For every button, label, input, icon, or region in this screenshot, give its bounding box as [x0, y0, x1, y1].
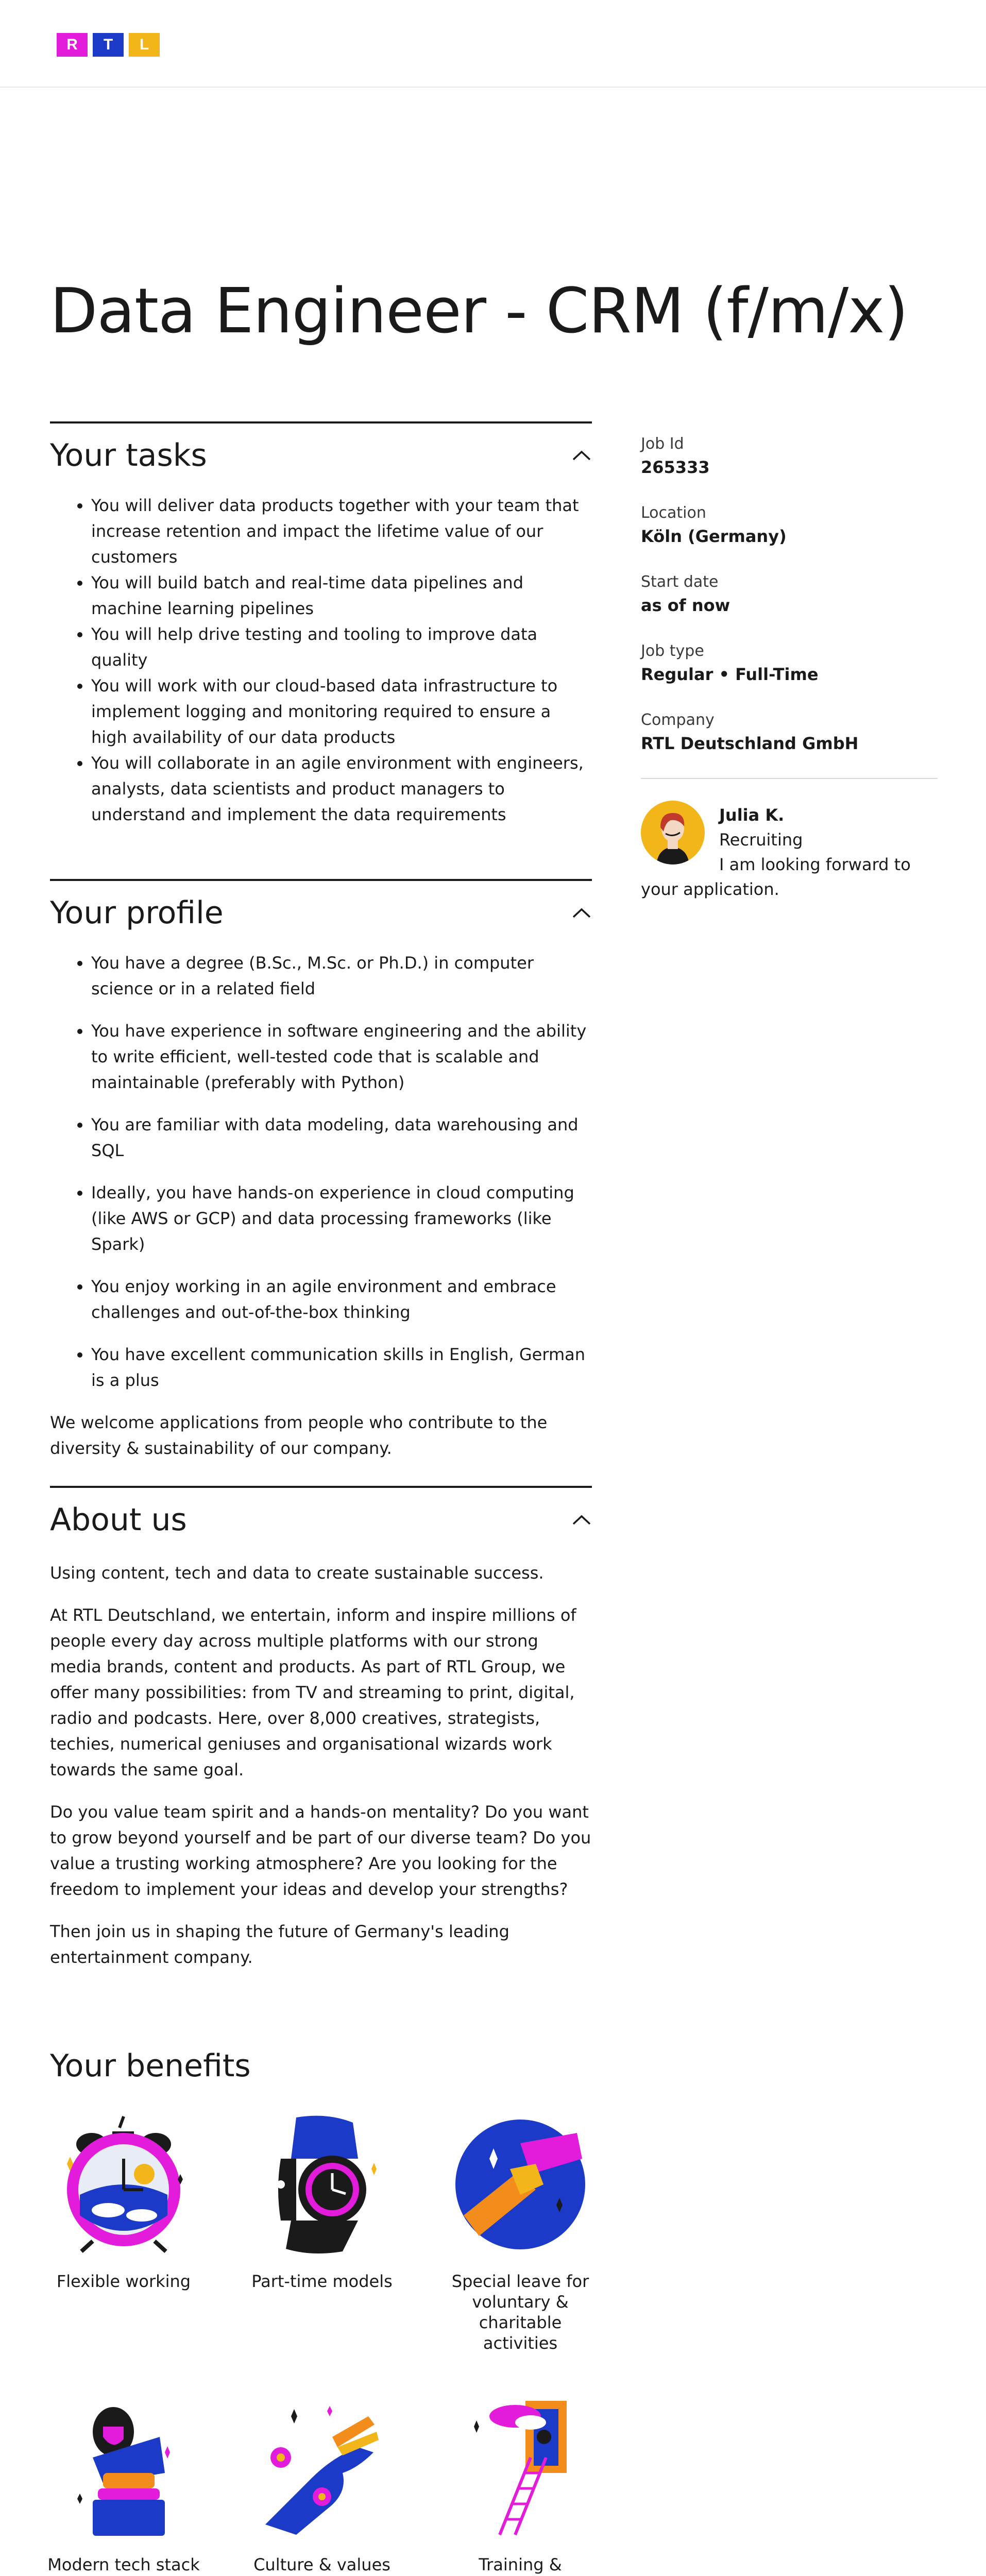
job-details-sidebar [641, 433, 938, 904]
job-type-label: Job type [641, 642, 704, 660]
about-paragraph: Then join us in shaping the future of Germany's leading entertainment company. [50, 1922, 509, 1967]
start-date-field [641, 571, 938, 617]
about-paragraph: Using content, tech and data to create sustainable success. [50, 1563, 544, 1583]
job-id-label: Job Id [641, 435, 684, 453]
benefit-label: Part-time models [251, 2272, 393, 2291]
benefits-heading: Your benefits [50, 2048, 251, 2084]
logo-letter-l: L [129, 33, 160, 57]
benefit-label: Flexible working [56, 2272, 191, 2291]
site-header [0, 0, 986, 88]
recruiter-name: Julia K. [719, 805, 785, 825]
benefit-item [46, 2112, 201, 2292]
profile-list [50, 950, 592, 1393]
location-field [641, 502, 938, 548]
tasks-accordion-header[interactable] [50, 421, 592, 480]
company-field [641, 709, 938, 755]
helping-hands-icon [453, 2112, 587, 2257]
tasks-section [50, 421, 592, 827]
list-item: • You have a degree (B.Sc., M.Sc. or Ph.D.) in computer science or in a related field [91, 950, 592, 1002]
alarm-clock-icon [57, 2112, 191, 2257]
person-laptop-icon [57, 2396, 191, 2540]
location-label: Location [641, 504, 706, 522]
hand-flowers-icon [255, 2396, 389, 2540]
tasks-heading: Your tasks [50, 437, 207, 473]
job-id-value: 265333 [641, 457, 710, 477]
list-item: • You will collaborate in an agile environment with engineers, analysts, data scientists and product managers to understand and implement the data requirements [91, 750, 592, 827]
company-label: Company [641, 711, 715, 729]
benefit-label: Culture & values [253, 2555, 390, 2574]
about-heading: About us [50, 1502, 187, 1538]
list-item: • Ideally, you have hands-on experience in cloud computing (like AWS or GCP) and data processing frameworks (like Spark) [91, 1180, 592, 1257]
about-accordion-header[interactable] [50, 1486, 592, 1545]
about-section [50, 1486, 592, 1987]
chevron-up-icon[interactable] [571, 449, 592, 462]
list-item: • You are familiar with data modeling, data warehousing and SQL [91, 1112, 592, 1163]
list-item: • You will deliver data products together with your team that increase retention and impact the lifetime value of our customers [91, 493, 592, 570]
page-title: Data Engineer - CRM (f/m/x) [50, 276, 908, 347]
list-item: • You will work with our cloud-based data infrastructure to implement logging and monitoring required to ensure a high availability of our data products [91, 673, 592, 750]
benefit-label: Training & [479, 2555, 562, 2574]
start-date-value: as of now [641, 596, 730, 615]
location-value: Köln (Germany) [641, 527, 787, 546]
chevron-up-icon[interactable] [571, 907, 592, 919]
benefit-label: Modern tech stack [47, 2555, 200, 2574]
sidebar-divider [641, 778, 938, 779]
job-type-value: Regular • Full-Time [641, 665, 819, 684]
job-id-field [641, 433, 938, 479]
list-item: • You will help drive testing and tooling to improve data quality [91, 621, 592, 673]
profile-heading: Your profile [50, 895, 224, 931]
logo-letter-t: T [93, 33, 124, 57]
job-type-field [641, 640, 938, 686]
benefit-label: Special leave for voluntary & charitable activities [451, 2272, 589, 2353]
ladder-door-icon [453, 2396, 587, 2540]
start-date-label: Start date [641, 573, 719, 591]
benefit-item [443, 2112, 598, 2353]
list-item: • You will build batch and real-time data pipelines and machine learning pipelines [91, 570, 592, 621]
profile-accordion-header[interactable] [50, 879, 592, 938]
wristwatch-icon [255, 2112, 389, 2257]
tasks-list [50, 493, 592, 827]
diversity-note: We welcome applications from people who contribute to the diversity & sustainability of our company. [50, 1413, 548, 1458]
benefit-item [245, 2396, 399, 2576]
list-item: • You have experience in software engineering and the ability to write efficient, well-tested code that is scalable and maintainable (preferably with Python) [91, 1018, 592, 1095]
benefit-item [46, 2396, 201, 2576]
about-paragraph: At RTL Deutschland, we entertain, inform and inspire millions of people every day across multiple platforms with our strong media brands, content and products. As part of RTL Group, we offer many possibilities: from TV and streaming to print, digital, radio and podcasts. Here, over 8,000 creatives, strategists, techies, numerical geniuses and organisational wizards work towards the same goal. [50, 1605, 576, 1780]
recruiter-role: Recruiting [719, 830, 803, 850]
profile-section [50, 879, 592, 1478]
list-item: • You enjoy working in an agile environment and embrace challenges and out-of-the-box thinking [91, 1274, 592, 1325]
logo-letter-r: R [57, 33, 88, 57]
company-value: RTL Deutschland GmbH [641, 734, 859, 753]
recruiter-card [641, 801, 938, 904]
benefit-item [245, 2112, 399, 2292]
rtl-logo[interactable] [57, 33, 160, 57]
recruiter-message: I am looking forward to your application. [641, 855, 911, 899]
benefit-item [443, 2396, 598, 2576]
about-paragraph: Do you value team spirit and a hands-on mentality? Do you want to grow beyond yourself and be part of our diverse team? Do you value a trusting working atmosphere? Are you looking for the freedom to implement your ideas and develop your strengths? [50, 1802, 591, 1899]
chevron-up-icon[interactable] [571, 1514, 592, 1526]
list-item: • You have excellent communication skills in English, German is a plus [91, 1342, 592, 1393]
